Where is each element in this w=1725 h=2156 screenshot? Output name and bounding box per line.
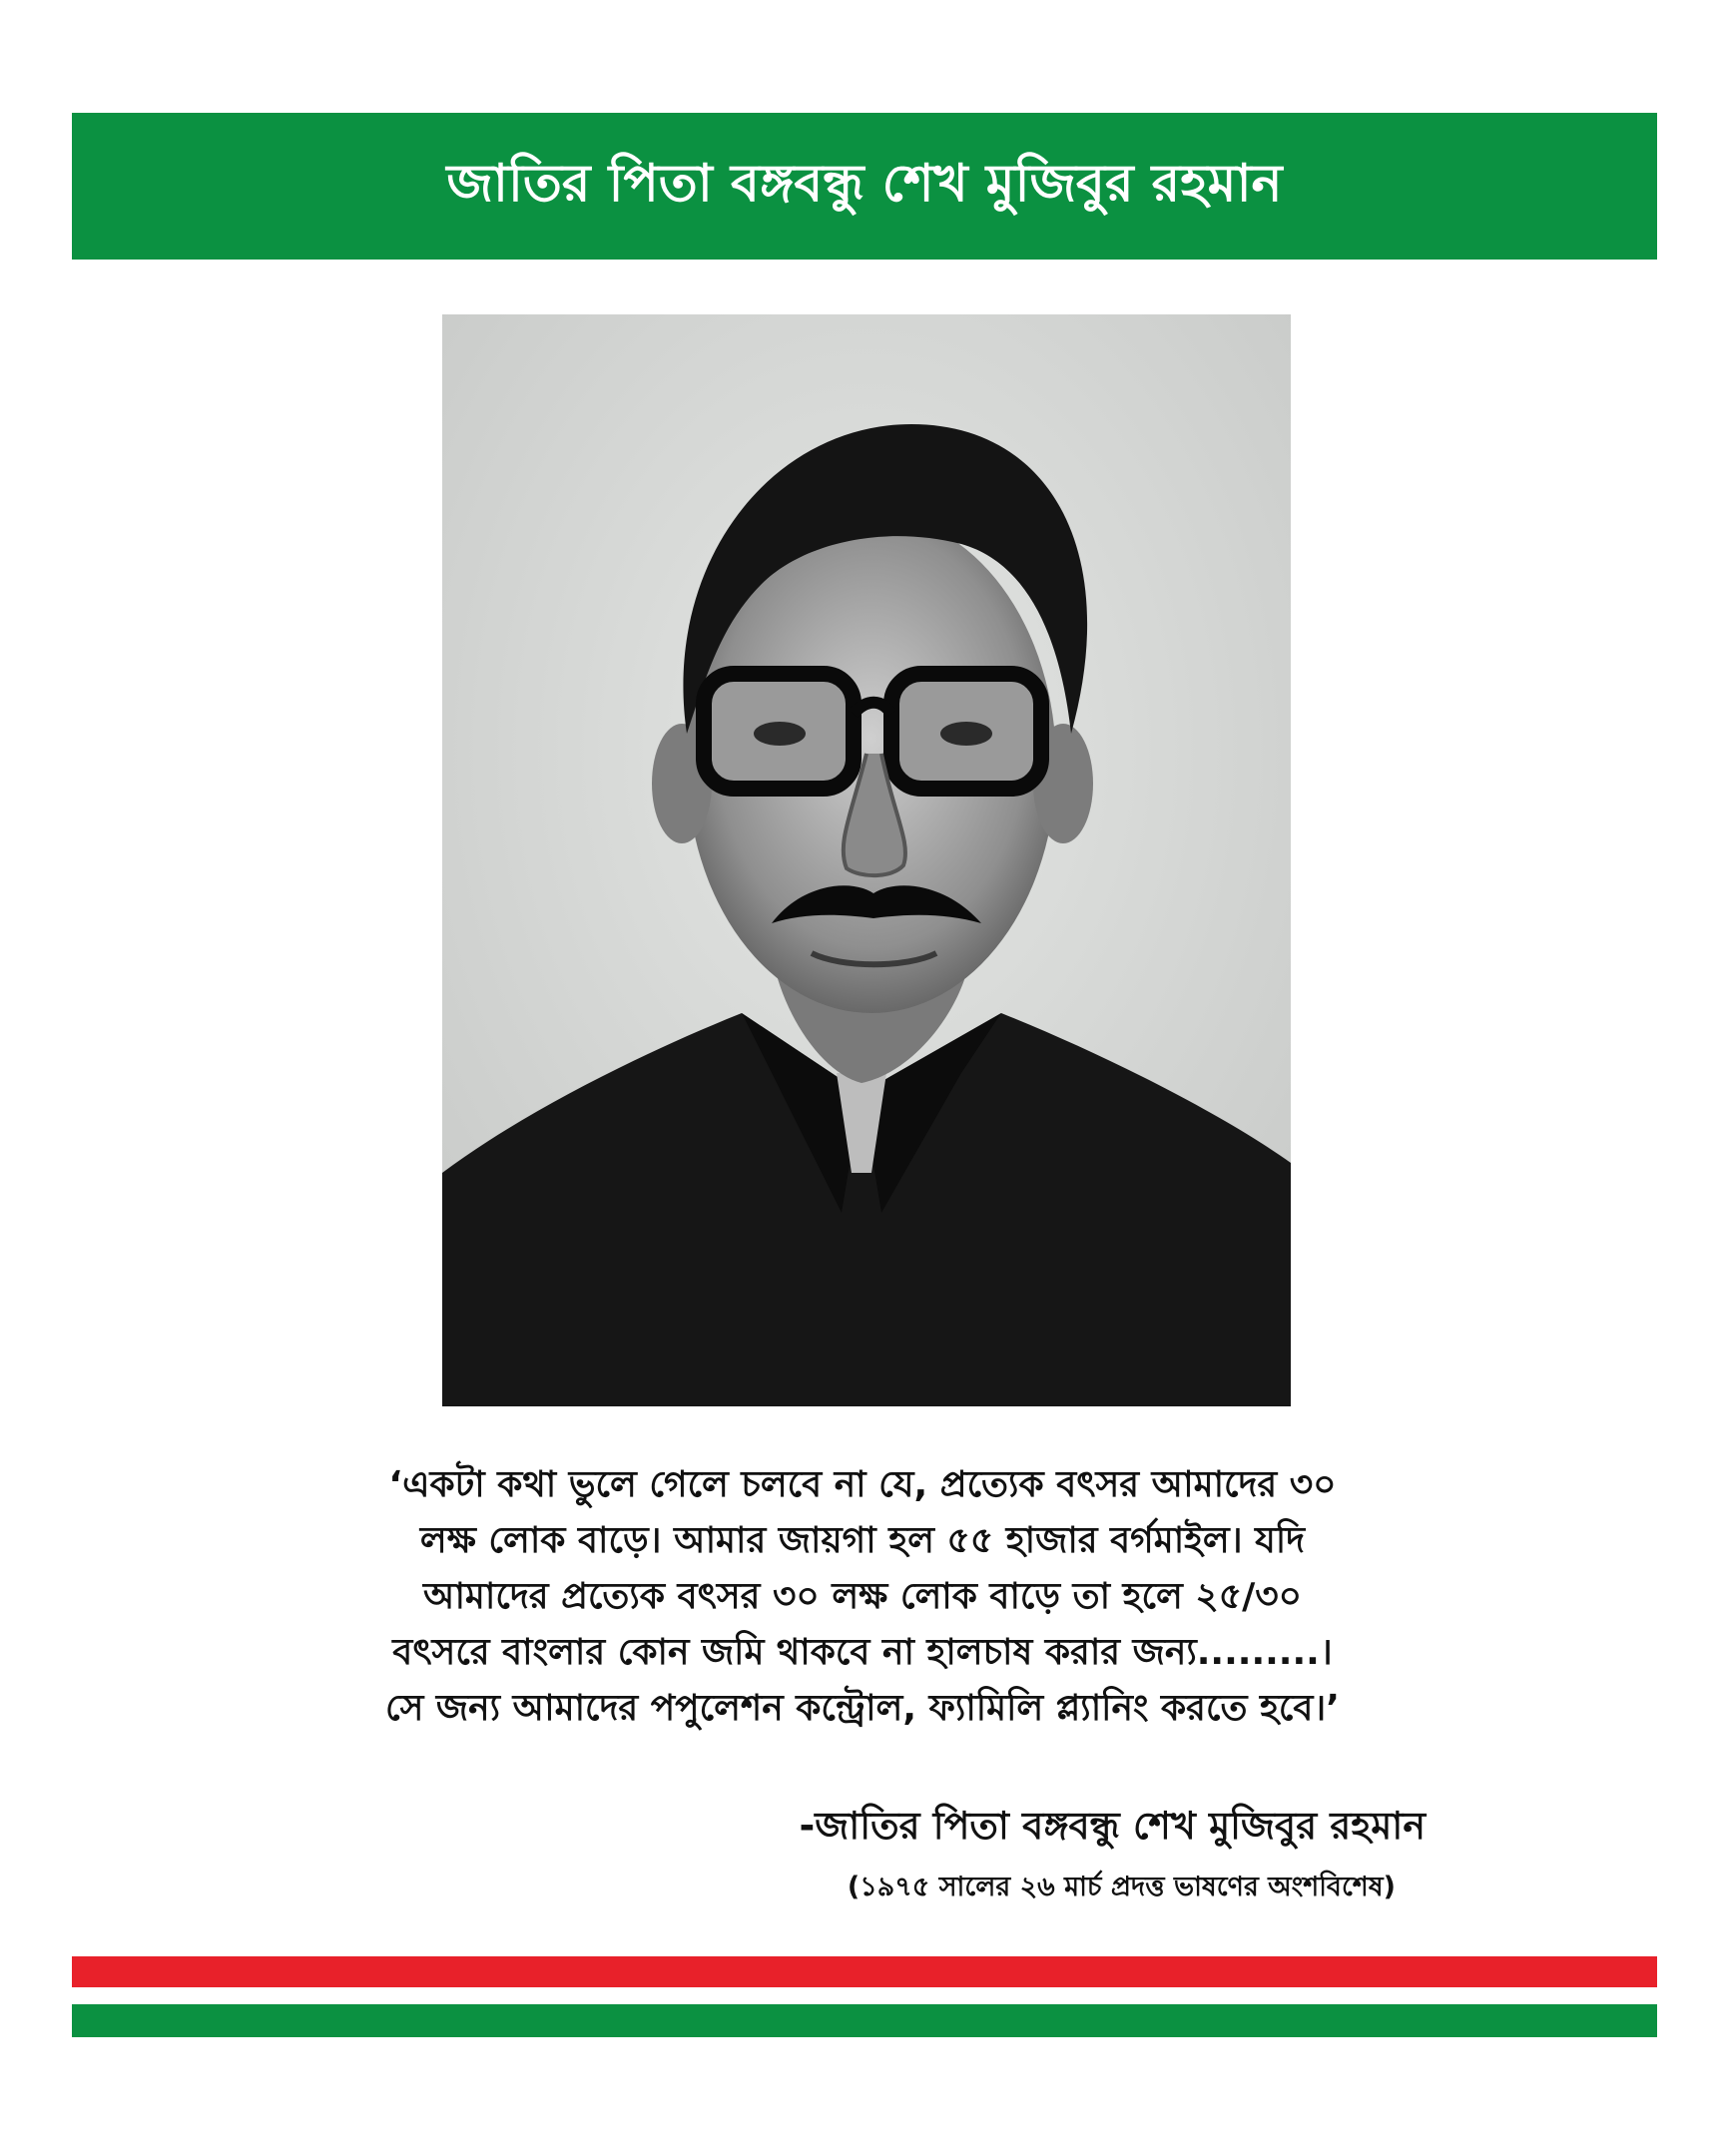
quote-line: ‘একটা কথা ভুলে গেলে চলবে না যে, প্রত্যেক বৎসর আমাদের ৩০ bbox=[388, 1464, 1337, 1505]
quote-line: লক্ষ লোক বাড়ে। আমার জায়গা হল ৫৫ হাজার বর্গমাইল। যদি bbox=[419, 1520, 1306, 1561]
portrait-photo bbox=[442, 314, 1291, 1406]
page-title: জাতির পিতা বঙ্গবন্ধু শেখ মুজিবুর রহমান bbox=[446, 154, 1283, 214]
attribution-name: -জাতির পিতা বঙ্গবন্ধু শেখ মুজিবুর রহমান bbox=[799, 1804, 1426, 1848]
quote-line: আমাদের প্রত্যেক বৎসর ৩০ লক্ষ লোক বাড়ে তা হলে ২৫/৩০ bbox=[422, 1576, 1303, 1617]
portrait-icon bbox=[442, 314, 1291, 1406]
green-stripe bbox=[72, 2004, 1657, 2037]
quote-block bbox=[250, 1457, 1475, 1737]
red-stripe bbox=[72, 1956, 1657, 1987]
attribution-source: (১৯৭৫ সালের ২৬ মার্চ প্রদত্ত ভাষণের অংশবিশেষ) bbox=[847, 1872, 1396, 1902]
quote-line: বৎসরে বাংলার কোন জমি থাকবে না হালচাষ করার জন্য.........। bbox=[392, 1632, 1333, 1673]
quote-line: সে জন্য আমাদের পপুলেশন কন্ট্রোল, ফ্যামিলি প্ল্যানিং করতে হবে।’ bbox=[385, 1688, 1340, 1729]
title-banner bbox=[72, 113, 1657, 260]
